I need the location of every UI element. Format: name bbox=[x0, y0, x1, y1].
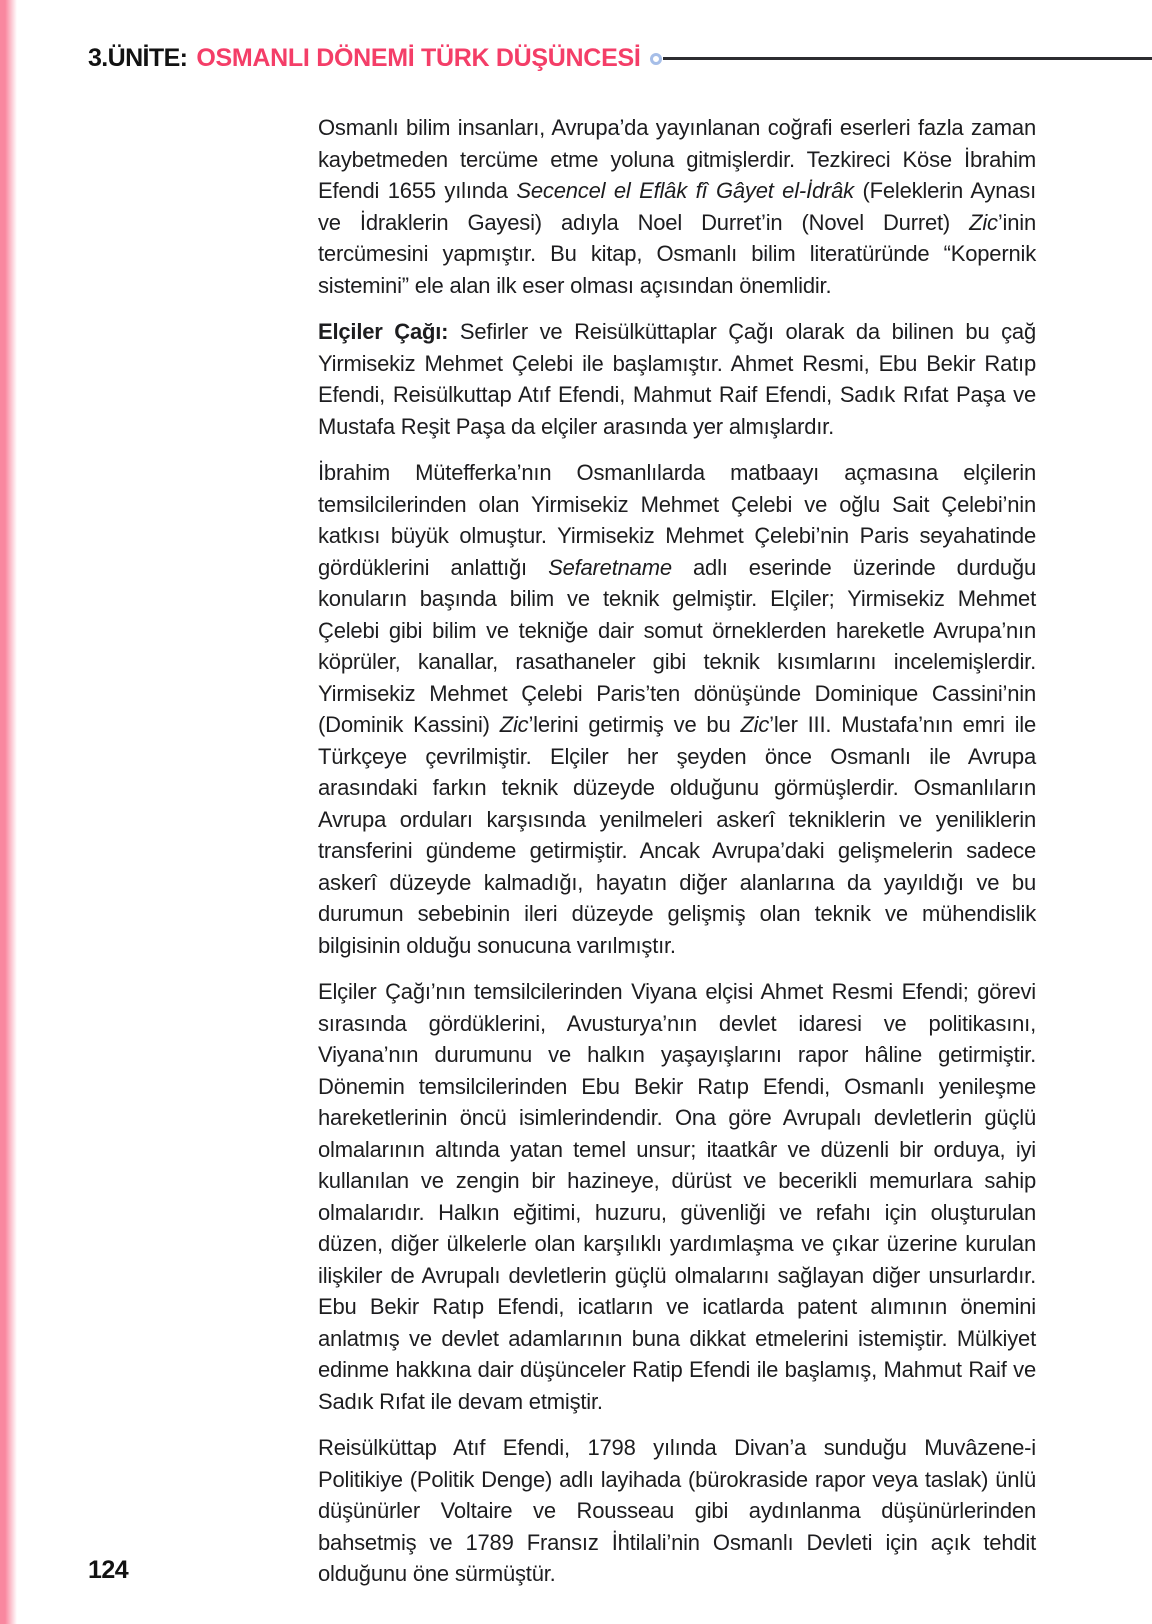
text-run-regular: ’lerini getirmiş ve bu bbox=[528, 712, 741, 737]
unit-label: 3.ÜNİTE: bbox=[88, 44, 188, 72]
paragraph bbox=[318, 112, 1036, 301]
text-run-regular: adlı eserinde üzerinde durduğu konuların başında bilim ve teknik gelmiştir. Elçiler; Yirmisekiz Mehmet Çelebi gibi bilim ve tekniğe dair somut örneklerden hareketle Avrupa’nın köprüler, kanallar, rasathaneler gibi teknik kısımlarını incelemişlerdir. Yirmisekiz Mehmet Çelebi Paris’ten dönüşünde Dominique Cassini’nin (Dominik Kassini) bbox=[318, 554, 1036, 737]
body-text bbox=[318, 112, 1036, 1605]
page-number: 124 bbox=[88, 1556, 129, 1584]
paragraph bbox=[318, 976, 1036, 1417]
paragraph bbox=[318, 457, 1036, 961]
ring-icon bbox=[650, 53, 662, 65]
text-run-italic: Zic bbox=[499, 712, 529, 737]
text-run-bold: Elçiler Çağı: bbox=[318, 319, 449, 344]
paragraph bbox=[318, 1432, 1036, 1590]
header-rule-line bbox=[663, 57, 1152, 60]
text-run-regular: Sefirler ve Reisülküttaplar Çağı olarak da bilinen bu çağ Yirmisekiz Mehmet Çelebi ile başlamıştır. Ahmet Resmi, Ebu Bekir Ratıp Efendi, Reisülkuttap Atıf Efendi, Mahmut Raif Efendi, Sadık Rıfat Paşa ve Mustafa Reşit Paşa da elçiler arasında yer almışlardır. bbox=[318, 319, 1036, 439]
unit-title: OSMANLI DÖNEMİ TÜRK DÜŞÜNCESİ bbox=[196, 44, 641, 72]
text-run-regular: Osmanlı bilim insanları, Avrupa’da yayınlanan coğrafi eserleri fazla zaman kaybetmeden tercüme etme yoluna gitmişlerdir. Tezkireci Köse İbrahim Efendi 1655 yılında bbox=[318, 115, 1036, 203]
text-run-italic: Sefaretname bbox=[548, 554, 672, 580]
text-run-regular: ’inin tercümesini yapmıştır. Bu kitap, Osmanlı bilim literatüründe “Kopernik sistemini” ele alan ilk eser olması açısından önemlidir. bbox=[318, 209, 1036, 298]
text-run-regular: Reisülküttap Atıf Efendi, 1798 yılında Divan’a sunduğu Muvâzene-i Politikiye (Politik Denge) adlı layihada (bürokraside rapor veya taslak) ünlü düşünürler Voltaire ve Rousseau gibi aydınlanma düşünürlerinden bahsetmiş ve 1789 Fransız İhtilali’nin Osmanlı Devleti için açık tehdit olduğunu öne sürmüştür. bbox=[318, 1435, 1036, 1586]
unit-header bbox=[88, 44, 1152, 73]
text-run-italic: Zic bbox=[740, 712, 770, 737]
text-run-regular: (Feleklerin Aynası ve İdraklerin Gayesi) adıyla Noel Durret’in (Novel Durret) bbox=[318, 178, 1036, 235]
left-edge-gradient-stripe bbox=[0, 0, 17, 1624]
text-run-italic: Secencel el Eflâk fî Gâyet el-İdrâk bbox=[516, 178, 854, 203]
paragraph bbox=[318, 316, 1036, 442]
text-run-regular: Elçiler Çağı’nın temsilcilerinden Viyana elçisi Ahmet Resmi Efendi; görevi sırasında gördüklerini, Avusturya’nın devlet idaresi ve politikasını, Viyana’nın durumunu ve halkın yaşayışlarını rapor hâline getirmiştir. Dönemin temsilcilerinden Ebu Bekir Ratıp Efendi, Osmanlı yenileşme hareketlerinin öncü isimlerindendir. Ona göre Avrupalı devletlerin güçlü olmalarının altında yatan temel unsur; itaatkâr ve düzenli bir orduya, iyi kullanılan ve zengin bir hazineye, dürüst ve becerikli memurlara sahip olmalarıdır. Halkın eğitimi, huzuru, güvenliği ve refahı için oluşturulan düzen, diğer ülkelerle olan karşılıklı yardımlaşma ve çıkar üzerine kurulan ilişkiler de Avrupalı devletlerin güçlü olmalarını sağlayan diğer unsurlardır. Ebu Bekir Ratıp Efendi, icatların ve icatlarda patent alımının önemini anlatmış ve devlet adamlarının buna dikkat etmelerini istemiştir. Mülkiyet edinme hakkına dair düşünceler Ratip Efendi ile başlamış, Mahmut Raif ve Sadık Rıfat ile devam etmiştir. bbox=[318, 979, 1036, 1414]
text-run-regular: ’ler III. Mustafa’nın emri ile Türkçeye çevrilmiştir. Elçiler her şeyden önce Osmanlı ile Avrupa arasındaki farkın teknik düzeyde olduğunu görmüşlerdir. Osmanlıların Avrupa orduları karşısında yenilmeleri askerî tekniklerin ve yeniliklerin transferini gündeme getirmiştir. Ancak Avrupa’daki gelişmelerin sadece askerî düzeyde kalmadığı, hayatın diğer alanlarına da yayıldığı ve bu durumun sebebinin ileri düzeyde gelişmiş olan teknik ve mühendislik bilgisinin olduğu sonucuna varılmıştır. bbox=[318, 712, 1036, 958]
text-run-regular: İbrahim Mütefferka’nın Osmanlılarda matbaayı açmasına elçilerin temsilcilerinden olan Yirmisekiz Mehmet Çelebi ve oğlu Sait Çelebi’nin katkısı büyük olmuştur. Yirmisekiz Mehmet Çelebi’nin Paris seyahatinde gördüklerini anlattığı bbox=[318, 460, 1036, 580]
text-run-italic: Zic bbox=[969, 209, 998, 235]
